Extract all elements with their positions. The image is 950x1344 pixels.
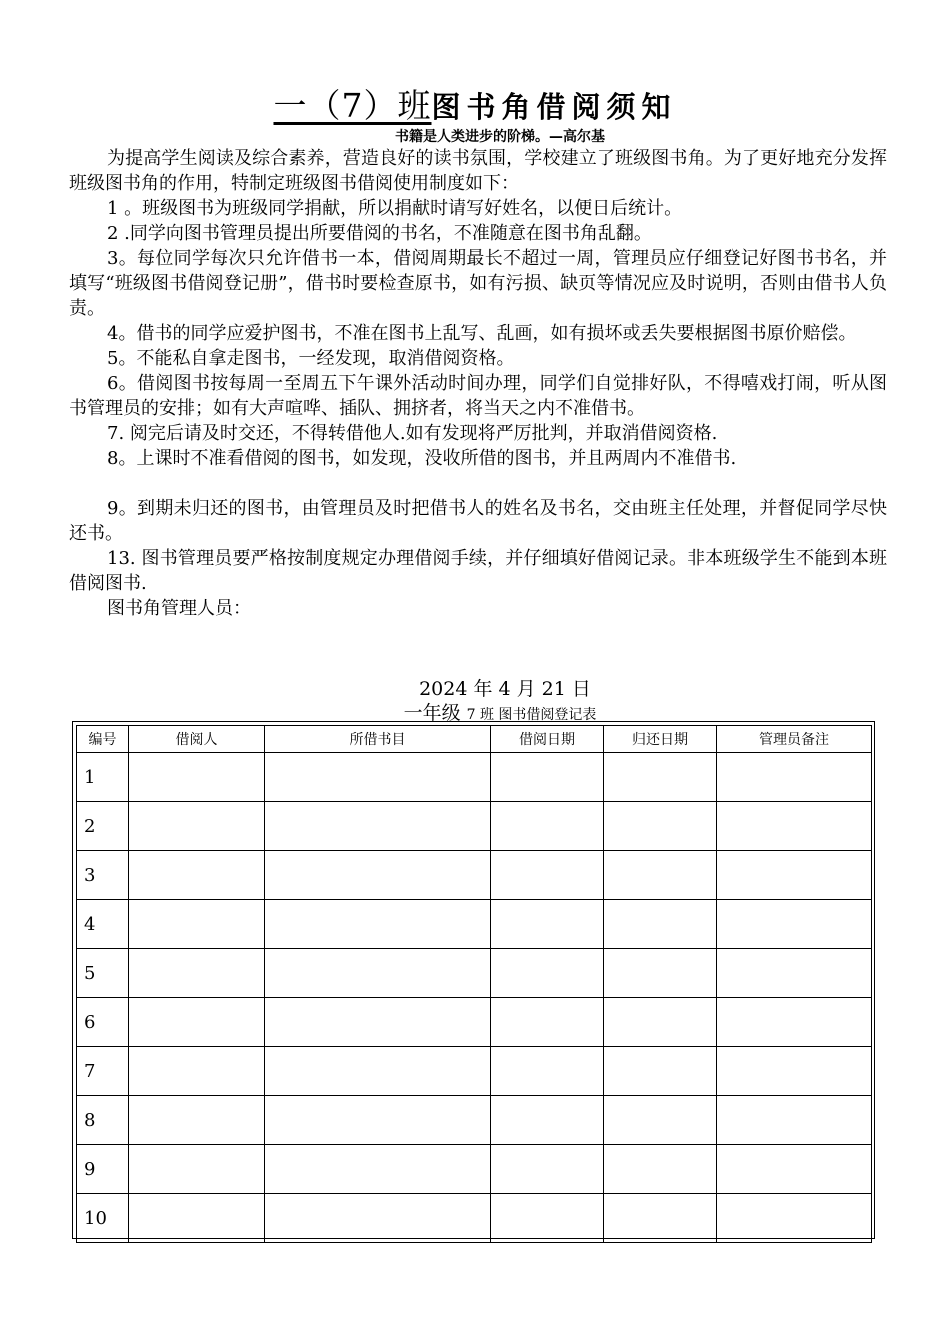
intro-paragraph: 为提高学生阅读及综合素养，营造良好的读书氛围，学校建立了班级图书角。为了更好地充分发挥班级图书角的作用，特制定班级图书借阅使用制度如下：	[69, 148, 887, 194]
rule-4: 4。借书的同学应爱护图书，不准在图书上乱写、乱画，如有损坏或丢失要根据图书原价赔偿。	[107, 323, 857, 344]
manager-note-cell[interactable]	[717, 998, 872, 1047]
borrower-cell[interactable]	[129, 851, 265, 900]
manager-label: 图书角管理人员：	[107, 598, 251, 619]
borrower-cell[interactable]	[129, 1096, 265, 1145]
borrower-cell[interactable]	[129, 1047, 265, 1096]
table-row	[77, 851, 872, 900]
title-class-part: 一（7）班	[273, 86, 432, 125]
rule-6: 6。借阅图书按每周一至周五下午课外活动时间办理，同学们自觉排好队，不得嘻戏打闹，听从图书管理员的安排；如有大声喧哗、插队、拥挤者，将当天之内不准借书。	[69, 373, 887, 419]
return-date-cell[interactable]	[604, 1047, 717, 1096]
header-cell: 编号	[77, 726, 129, 753]
borrow-date-cell[interactable]	[491, 949, 604, 998]
rule-8: 8。上课时不准看借阅的图书，如发现，没收所借的图书，并且两周内不准借书.	[107, 448, 737, 469]
manager-note-cell[interactable]	[717, 802, 872, 851]
book-title-cell[interactable]	[265, 753, 491, 802]
header-cell: 借阅人	[129, 726, 265, 753]
table-row	[77, 753, 872, 802]
borrower-cell[interactable]	[129, 949, 265, 998]
table-title-suffix: 7 班 图书借阅登记表	[466, 707, 597, 723]
rule-9: 9。到期未归还的图书，由管理员及时把借书人的姓名及书名，交由班主任处理，并督促同学尽快还书。	[69, 498, 887, 544]
book-title-cell[interactable]	[265, 998, 491, 1047]
return-date-cell[interactable]	[604, 949, 717, 998]
return-date-cell[interactable]	[604, 802, 717, 851]
table-header-row	[77, 726, 872, 753]
rules-body	[69, 146, 887, 621]
table-row	[77, 1145, 872, 1194]
motto-quote: 书籍是人类进步的阶梯。—高尔基	[395, 129, 605, 145]
borrow-date-cell[interactable]	[491, 900, 604, 949]
page-title	[0, 80, 950, 127]
manager-note-cell[interactable]	[717, 1145, 872, 1194]
book-title-cell[interactable]	[265, 802, 491, 851]
borrower-cell[interactable]	[129, 1145, 265, 1194]
borrow-date-cell[interactable]	[491, 998, 604, 1047]
row-number-cell: 4	[77, 900, 129, 949]
row-number-cell: 6	[77, 998, 129, 1047]
manager-note-cell[interactable]	[717, 753, 872, 802]
borrow-date-cell[interactable]	[491, 851, 604, 900]
header-cell: 借阅日期	[491, 726, 604, 753]
rule-5: 5。不能私自拿走图书，一经发现，取消借阅资格。	[107, 348, 515, 369]
document-date: 2024 年 4 月 21 日	[419, 678, 591, 700]
book-title-cell[interactable]	[265, 1145, 491, 1194]
manager-note-cell[interactable]	[717, 1096, 872, 1145]
row-number-cell: 9	[77, 1145, 129, 1194]
return-date-cell[interactable]	[604, 1145, 717, 1194]
row-number-cell: 8	[77, 1096, 129, 1145]
borrow-register-table	[76, 725, 872, 1243]
table-row	[77, 1047, 872, 1096]
borrower-cell[interactable]	[129, 1194, 265, 1243]
book-title-cell[interactable]	[265, 1096, 491, 1145]
manager-note-cell[interactable]	[717, 851, 872, 900]
book-title-cell[interactable]	[265, 900, 491, 949]
return-date-cell[interactable]	[604, 998, 717, 1047]
header-cell: 所借书目	[265, 726, 491, 753]
manager-note-cell[interactable]	[717, 949, 872, 998]
table-row	[77, 900, 872, 949]
borrower-cell[interactable]	[129, 753, 265, 802]
row-number-cell: 2	[77, 802, 129, 851]
table-row	[77, 998, 872, 1047]
rule-2: 2 .同学向图书管理员提出所要借阅的书名，不准随意在图书角乱翻。	[107, 223, 652, 244]
row-number-cell: 1	[77, 753, 129, 802]
rule-13: 13. 图书管理员要严格按制度规定办理借阅手续，并仔细填好借阅记录。非本班级学生不能到本班借阅图书.	[69, 548, 887, 594]
borrow-register-frame	[72, 721, 875, 1239]
table-body	[77, 753, 872, 1243]
return-date-cell[interactable]	[604, 900, 717, 949]
rule-1: 1 。班级图书为班级同学捐献，所以捐献时请写好姓名，以便日后统计。	[107, 198, 683, 219]
rule-3: 3。每位同学每次只允许借书一本，借阅周期最长不超过一周，管理员应仔细登记好图书书名，并填写“班级图书借阅登记册”，借书时要检查原书，如有污损、缺页等情况应及时说明，否则由借书人负责。	[69, 248, 887, 319]
borrower-cell[interactable]	[129, 802, 265, 851]
return-date-cell[interactable]	[604, 1194, 717, 1243]
row-number-cell: 10	[77, 1194, 129, 1243]
row-number-cell: 7	[77, 1047, 129, 1096]
manager-note-cell[interactable]	[717, 900, 872, 949]
borrow-date-cell[interactable]	[491, 1194, 604, 1243]
book-title-cell[interactable]	[265, 851, 491, 900]
book-title-cell[interactable]	[265, 949, 491, 998]
table-row	[77, 802, 872, 851]
return-date-cell[interactable]	[604, 851, 717, 900]
table-row	[77, 1194, 872, 1243]
row-number-cell: 5	[77, 949, 129, 998]
header-cell: 管理员备注	[717, 726, 872, 753]
row-number-cell: 3	[77, 851, 129, 900]
return-date-cell[interactable]	[604, 1096, 717, 1145]
table-row	[77, 1096, 872, 1145]
borrow-date-cell[interactable]	[491, 1047, 604, 1096]
book-title-cell[interactable]	[265, 1047, 491, 1096]
manager-note-cell[interactable]	[717, 1194, 872, 1243]
manager-note-cell[interactable]	[717, 1047, 872, 1096]
table-row	[77, 949, 872, 998]
borrower-cell[interactable]	[129, 900, 265, 949]
header-cell: 归还日期	[604, 726, 717, 753]
book-title-cell[interactable]	[265, 1194, 491, 1243]
borrow-date-cell[interactable]	[491, 802, 604, 851]
borrow-date-cell[interactable]	[491, 753, 604, 802]
borrow-date-cell[interactable]	[491, 1096, 604, 1145]
table-title-prefix: 一年级	[403, 702, 461, 724]
return-date-cell[interactable]	[604, 753, 717, 802]
borrow-date-cell[interactable]	[491, 1145, 604, 1194]
rule-7: 7. 阅完后请及时交还，不得转借他人.如有发现将严厉批判，并取消借阅资格.	[107, 423, 718, 444]
title-main-part: 图书角借阅须知	[431, 90, 677, 124]
borrower-cell[interactable]	[129, 998, 265, 1047]
